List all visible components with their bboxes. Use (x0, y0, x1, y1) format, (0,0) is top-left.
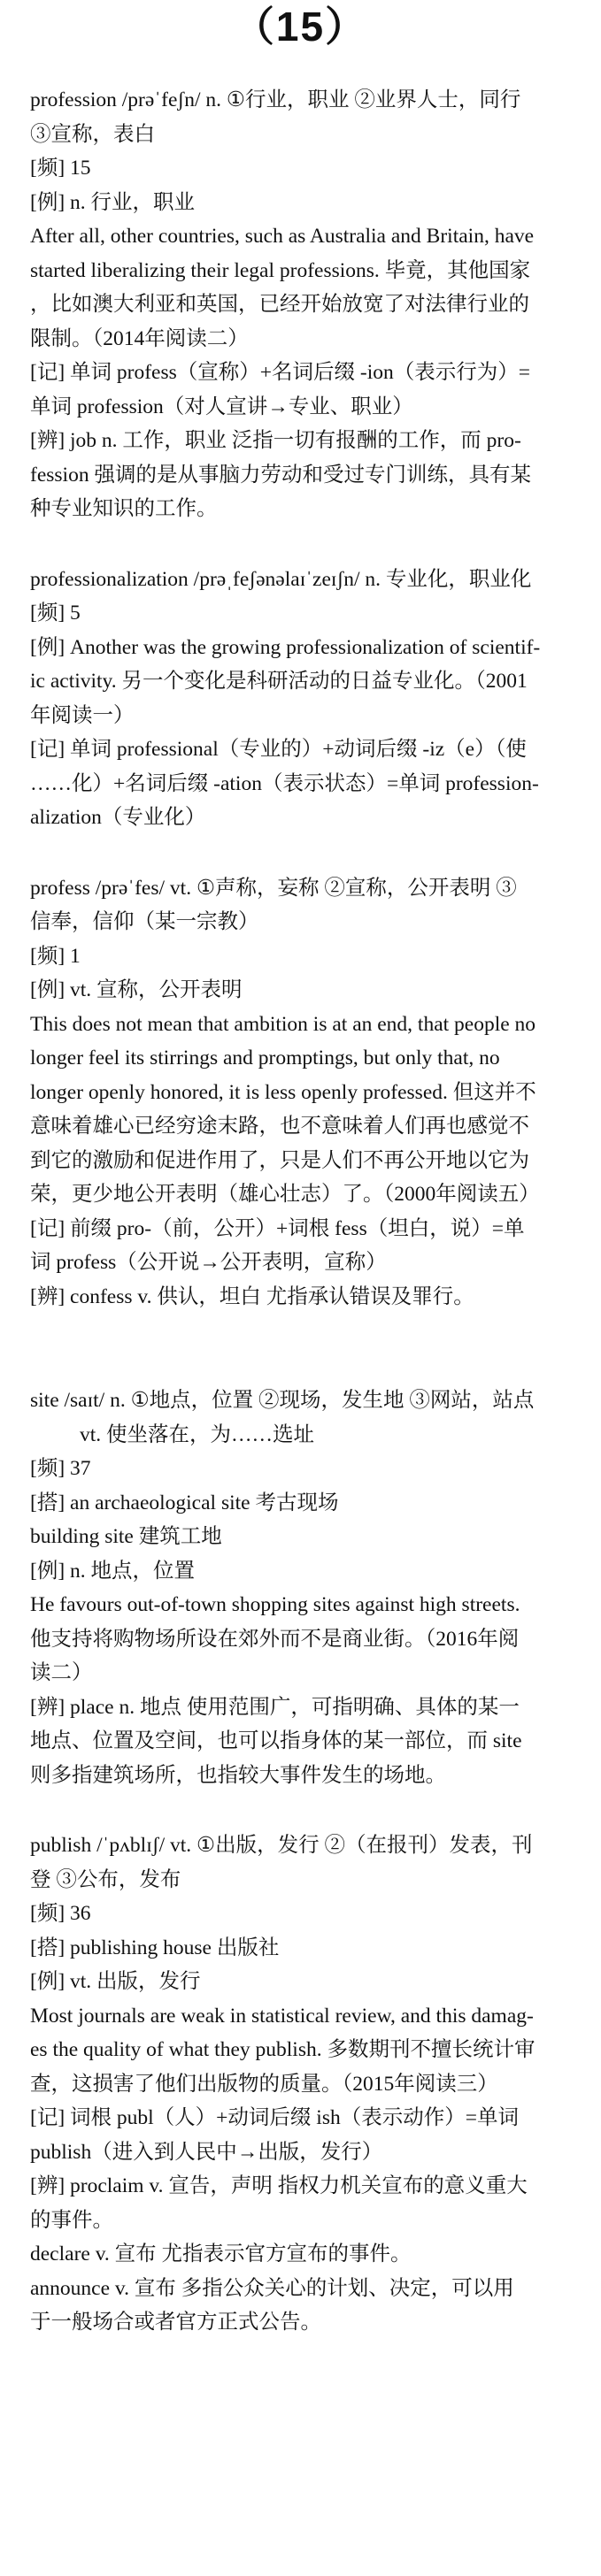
example-line: longer openly honored, it is less openly professed. 但这并不 (30, 1080, 536, 1104)
entry-profession (30, 83, 572, 526)
distinction-line: 则多指建筑场所，也指较大事件发生的场地。 (30, 1763, 446, 1787)
distinction-line: [辨] place n. 地点 使用范围广，可指明确、具体的某一 (30, 1695, 520, 1719)
headword-line: profess /prəˈfes/ vt. ①声称，妄称 ②宣称，公开表明 ③ (30, 876, 517, 900)
example-line: 查，这损害了他们出版物的质量。（2015年阅读三） (30, 2072, 498, 2096)
distinction-line: [辨] proclaim v. 宣告，声明 指权力机关宣布的意义重大 (30, 2174, 528, 2197)
example-label-line: [例] vt. 出版，发行 (30, 1970, 201, 1993)
example-line: Most journals are weak in statistical review, and this damag- (30, 2004, 534, 2028)
vocabulary-list (30, 83, 572, 2340)
entry-spacer (30, 1314, 572, 1384)
frequency-line: [频] 36 (30, 1902, 91, 1925)
example-label-line: [例] vt. 宣称，公开表明 (30, 978, 243, 1001)
definition-line: 信奉，信仰（某一宗教） (30, 910, 259, 933)
memory-line: [记] 单词 professional（专业的）+动词后缀 -iz（e）（使 (30, 738, 527, 761)
distinction-line: 的事件。 (30, 2208, 113, 2232)
example-line: He favours out-of-town shopping sites against high streets. (30, 1593, 520, 1616)
memory-line: 单词 profession（对人宣讲→专业、职业） (30, 395, 413, 418)
memory-line: 词 profess（公开说→公开表明，宣称） (30, 1251, 387, 1274)
entry-spacer (30, 1792, 572, 1828)
frequency-line: [频] 15 (30, 157, 91, 180)
example-line: 他支持将购物场所设在郊外而不是商业街。（2016年阅 (30, 1627, 520, 1651)
entry-professionalization (30, 563, 572, 835)
entry-profess (30, 871, 572, 1315)
frequency-line: [频] 5 (30, 602, 81, 625)
example-label-line: [例] n. 地点，位置 (30, 1559, 196, 1583)
entry-spacer (30, 526, 572, 563)
example-line: started liberalizing their legal professions. 毕竟，其他国家 (30, 258, 531, 282)
example-line: 荣，更少地公开表明（雄心壮志）了。（2000年阅读五） (30, 1183, 540, 1206)
distinction-line: fession 强调的是从事脑力劳动和受过专门训练，具有某 (30, 463, 531, 487)
page-number: （15） (233, 4, 368, 50)
distinction-line: 于一般场合或者官方正式公告。 (30, 2311, 321, 2334)
headword-line: profession /prəˈfeʃn/ n. ①行业，职业 ②业界人士，同行 (30, 88, 521, 111)
memory-line: [记] 单词 profess（宣称）+名词后缀 -ion（表示行为）= (30, 361, 531, 384)
memory-line: [记] 词根 publ（人）+动词后缀 ish（表示动作）=单词 (30, 2106, 519, 2129)
example-line: 年阅读一） (30, 703, 135, 727)
example-line: 读二） (30, 1661, 93, 1684)
definition-line: ③宣称，表白 (30, 122, 155, 146)
memory-line: ……化）+名词后缀 -ation（表示状态）=单词 profession- (30, 771, 539, 795)
example-line: After all, other countries, such as Australia and Britain, have (30, 225, 535, 248)
frequency-line: [频] 37 (30, 1457, 91, 1480)
entry-publish (30, 1828, 572, 2340)
distinction-line: 种专业知识的工作。 (30, 497, 218, 520)
memory-line: alization（专业化） (30, 806, 206, 829)
entry-spacer (30, 835, 572, 871)
memory-line: [记] 前缀 pro-（前，公开）+词根 fess（坦白，说）=单 (30, 1216, 525, 1240)
distinction-line: [辨] confess v. 供认，坦白 尤指承认错误及罪行。 (30, 1284, 474, 1308)
example-label-line: [例] n. 行业，职业 (30, 190, 196, 214)
example-line: 意味着雄心已经穷途末路，也不意味着人们再也感觉不 (30, 1115, 529, 1138)
example-line: This does not mean that ambition is at an end, that people no (30, 1012, 536, 1036)
distinction-line: [辨] job n. 工作，职业 泛指一切有报酬的工作，而 pro- (30, 429, 521, 452)
definition-line: 登 ③公布，发布 (30, 1867, 181, 1891)
example-line: 到它的激励和促进作用了，只是人们不再公开地以它为 (30, 1148, 529, 1172)
collocation-line: building site 建筑工地 (30, 1525, 222, 1548)
collocation-line: [搭] publishing house 出版社 (30, 1936, 280, 1959)
headword-line: site /saɪt/ n. ①地点，位置 ②现场，发生地 ③网站，站点 (30, 1389, 535, 1412)
example-line: ic activity. 另一个变化是科研活动的日益专业化。（2001 (30, 670, 528, 693)
distinction-line: announce v. 宣布 多指公众关心的计划、决定，可以用 (30, 2276, 514, 2300)
memory-line: publish（进入到人民中→出版，发行） (30, 2140, 383, 2164)
headword-line: publish /ˈpʌblɪʃ/ vt. ①出版，发行 ②（在报刊）发表，刊 (30, 1834, 533, 1857)
example-line: 限制。（2014年阅读二） (30, 326, 249, 350)
example-line: ，比如澳大利亚和英国，已经开始放宽了对法律行业的 (30, 293, 529, 316)
distinction-line: 地点、位置及空间，也可以指身体的某一部位，而 site (30, 1729, 522, 1752)
example-line: longer feel its stirrings and promptings, but only that, no (30, 1046, 500, 1070)
frequency-line: [频] 1 (30, 944, 81, 968)
definition-line: vt. 使坐落在，为……选址 (80, 1422, 315, 1446)
distinction-line: declare v. 宣布 尤指表示官方宣布的事件。 (30, 2242, 412, 2266)
example-line: es the quality of what they publish. 多数期刊不擅长统计审 (30, 2038, 536, 2061)
example-line: [例] Another was the growing professionalization of scientif- (30, 635, 541, 659)
headword-line: professionalization /prəˌfeʃənəlaɪˈzeɪʃn/ n. 专业化，职业化 (30, 567, 532, 591)
collocation-line: [搭] an archaeological site 考古现场 (30, 1491, 339, 1514)
entry-site (30, 1384, 572, 1792)
